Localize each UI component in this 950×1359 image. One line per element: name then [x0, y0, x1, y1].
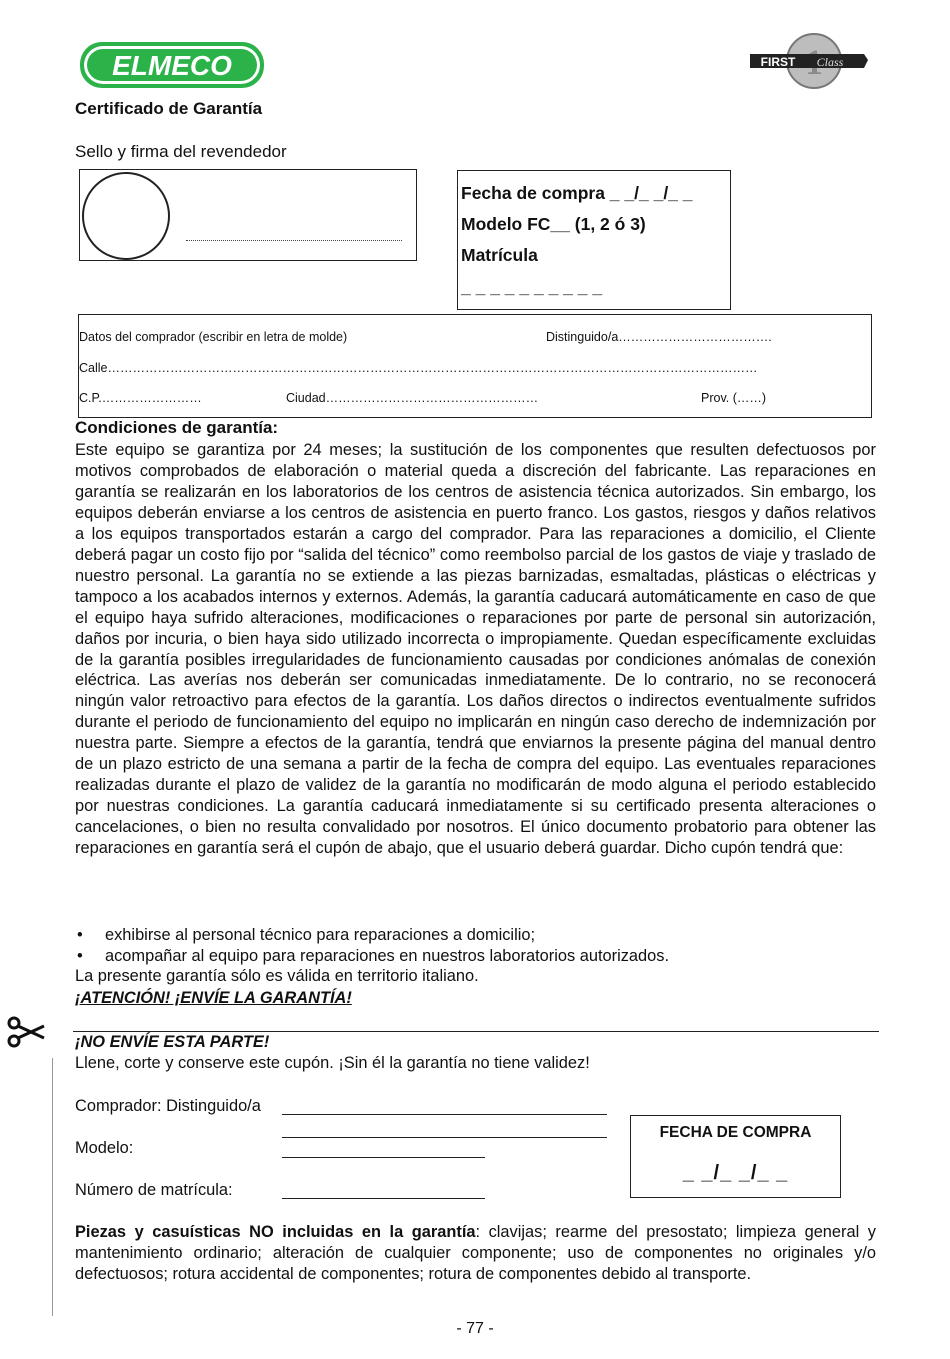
exclusions-body: : clavijas; rearme del presostato; limpieza general y mantenimiento ordinario; alteración de cualquier componente; uso de componentes no originales y/o defectuosos; rotura accidental de componentes; rotura de componentes debido al transporte. [75, 1223, 876, 1283]
coupon-serial-line[interactable] [282, 1198, 485, 1199]
exclusions-text [75, 1222, 876, 1285]
coupon-date-title: FECHA DE COMPRA [659, 1124, 812, 1141]
stamp-circle [82, 172, 170, 260]
serial-field[interactable]: _ _ _ _ _ _ _ _ _ _ [461, 277, 603, 297]
certificate-title: Certificado de Garantía [75, 99, 263, 118]
buyer-data-label: Datos del comprador (escribir en letra de molde) [79, 330, 348, 344]
model-field[interactable]: Modelo FC__ (1, 2 ó 3) [461, 214, 646, 234]
coupon-date-field[interactable]: _ _/_ _/_ _ [682, 1162, 789, 1184]
exclusions-heading: Piezas y casuísticas NO incluidas en la garantía [75, 1223, 476, 1241]
buyer-name-field[interactable]: Distinguido/a………………………………. [546, 330, 772, 344]
coupon-buyer-line-1[interactable] [282, 1114, 607, 1115]
first-class-badge [748, 32, 870, 92]
attention-note: ¡ATENCIÓN! ¡ENVÍE LA GARANTÍA! [75, 989, 352, 1007]
reseller-stamp-label: Sello y firma del revendedor [75, 142, 287, 161]
svg-text:Class: Class [816, 55, 844, 69]
signature-line [186, 240, 402, 241]
fill-instructions: Llene, corte y conserve este cupón. ¡Sin él la garantía no tiene validez! [75, 1054, 590, 1072]
cut-line [73, 1031, 879, 1032]
territory-note: La presente garantía sólo es válida en territorio italiano. [75, 967, 479, 985]
postal-code-field[interactable]: C.P.…………………… [79, 391, 202, 405]
coupon-date-box [630, 1115, 841, 1198]
street-field[interactable]: Calle………………………………………………………………………………………………………………………………………… [79, 361, 758, 375]
conditions-text: Este equipo se garantiza por 24 meses; la sustitución de los componentes que resulten defectuosos por motivos comprobados de elaboración o material queda a discreción del fabricante. Las reparaciones en garantía se realizarán en los laboratorios de los centros de asistencia técnica autorizados. Sin embargo, los equipos deberán enviarse a los centros de asistencia en puerto franco. Los gastos, riesgos y daños relativos a los equipos transportados estarán a cargo del comprador. Para las reparaciones a domicilio, el Cliente deberá pagar un costo fijo por “salida del técnico” como reembolso parcial de los gastos de viaje y traslado de nuestro personal. La garantía no se extiende a las piezas barnizadas, esmaltadas, plásticas o eléctricas y tampoco a los acabados internos y externos. Además, la garantía caducará automáticamente en caso de que el equipo haya sufrido alteraciones, modificaciones o reparaciones por parte de personal sin autorización, daños por incuria, o bien haya sido utilizado incorrecta o impropiamente. Quedan específicamente excluidas de la garantía posibles irregularidades de funcionamiento causadas por condiciones anómalas de conexión eléctrica. Las averías nos deberán ser comunicadas inmediatamente. De lo contrario, no se reconocerá ningún valor retroactivo para efectos de la garantía. Los daños directos o indirectos eventualmente sufridos durante el periodo de funcionamiento del equipo no implicarán en ningún caso derecho de indemnización por nuestra parte. Siempre a efectos de la garantía, tendrá que enviarnos la presente página del manual dentro de un plazo estricto de una semana a partir de la fecha de compra del equipo. Las eventuales reparaciones realizadas durante el plazo de validez de la garantía no modificarán de modo alguna el periodo establecido por nuestras condiciones. La garantía caducará inmediatamente si su certificado presenta alteraciones o cancelaciones, o bien no resulta convalidado por nosotros. El único documento probatorio para obtener las reparaciones en garantía será el cupón de abajo, que el usuario deberá guardar. Dicho cupón tendrá que: [75, 441, 876, 858]
conditions-title: Condiciones de garantía: [75, 418, 279, 437]
coupon-model-line[interactable] [282, 1157, 485, 1158]
purchase-date-field[interactable]: Fecha de compra _ _/_ _/_ _ [461, 183, 693, 203]
serial-label: Matrícula [461, 245, 538, 265]
logo-text: ELMECO [112, 50, 232, 81]
coupon-buyer-line-2[interactable] [282, 1137, 607, 1138]
city-field[interactable]: Ciudad…………………………………………… [286, 391, 539, 405]
scissors-icon [6, 1012, 46, 1052]
bullet-item: • exhibirse al personal técnico para reparaciones a domicilio; [77, 926, 536, 944]
province-field[interactable]: Prov. (……) [701, 391, 767, 405]
coupon-model-label: Modelo: [75, 1139, 134, 1157]
svg-text:FIRST: FIRST [760, 55, 796, 69]
elmeco-logo [78, 38, 266, 92]
page-number: - 77 - [456, 1320, 494, 1337]
bullet-item: • acompañar al equipo para reparaciones en nuestros laboratorios autorizados. [77, 947, 670, 965]
conditions-bullets [75, 925, 876, 967]
coupon-serial-label: Número de matrícula: [75, 1181, 233, 1199]
coupon-margin-line [52, 1058, 53, 1316]
buyer-data-box [78, 314, 872, 418]
coupon-buyer-label: Comprador: Distinguido/a [75, 1097, 261, 1115]
do-not-send-note: ¡NO ENVÍE ESTA PARTE! [75, 1033, 270, 1051]
purchase-info-box [457, 170, 731, 310]
